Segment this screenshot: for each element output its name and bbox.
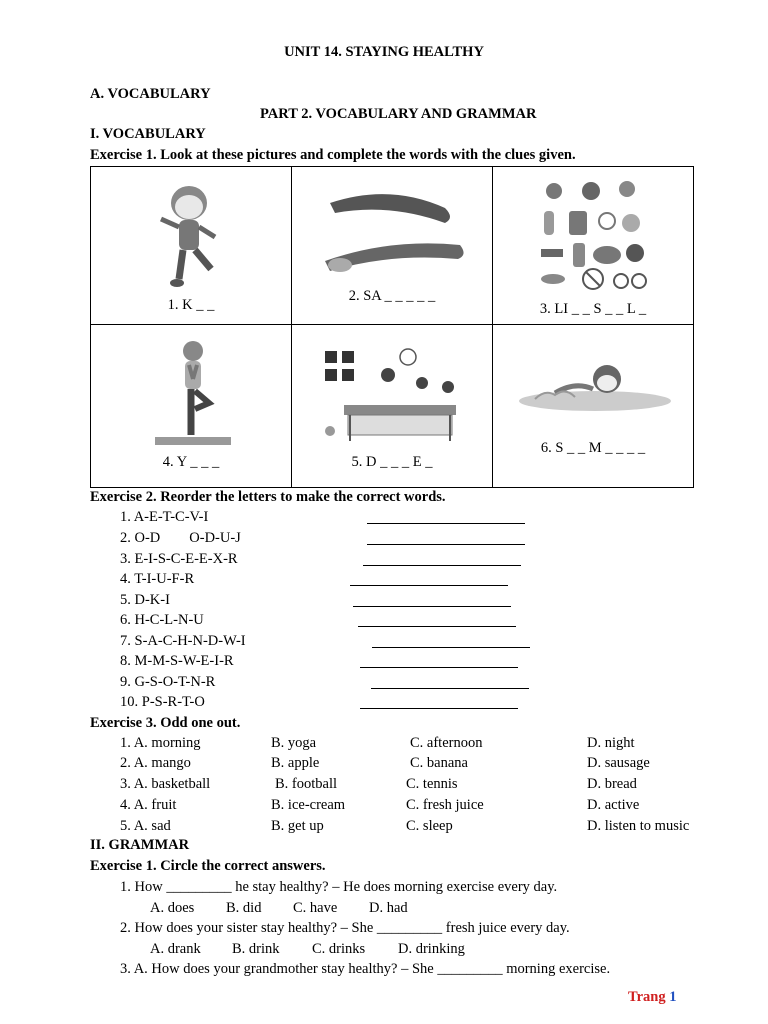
answer-line-6[interactable] [358,626,516,627]
q2-option-a[interactable]: A. drank [150,941,201,957]
answer-line-2[interactable] [367,544,525,545]
caption-3: 3. LI _ _ S _ _ L _ [539,301,647,317]
question-1: 1. How _________ he stay healthy? – He does morning exercise every day. [120,879,558,895]
reorder-item-6: 6. H-C-L-N-U [120,612,204,628]
odd-row-5-d[interactable]: D. listen to music [587,818,690,834]
q1-option-c[interactable]: C. have [293,900,338,916]
yoga-girl-illustration [153,339,233,449]
answer-line-4[interactable] [350,585,508,586]
footer-page-number: 1 [669,989,677,1005]
q1-option-d[interactable]: D. had [369,900,408,916]
odd-row-3-b[interactable]: B. football [275,776,338,792]
odd-row-4-b[interactable]: B. ice-cream [271,797,346,813]
exercise1-title: Exercise 1. Look at these pictures and complete the words with the clues given. [90,147,576,163]
q1-option-a[interactable]: A. does [150,900,195,916]
picture-cell-lifestyle [493,167,693,325]
odd-row-4-a[interactable]: 4. A. fruit [120,797,177,813]
odd-row-1-b[interactable]: B. yoga [271,735,317,751]
healthy-lifestyle-icons [539,179,649,294]
caption-4: 4. Y _ _ _ [162,454,220,470]
reorder-item-10: 10. P-S-R-T-O [120,694,205,710]
picture-cell-dinner [292,325,493,487]
reorder-item-3: 3. E-I-S-C-E-E-X-R [120,551,238,567]
caption-2: 2. SA _ _ _ _ _ [348,288,436,304]
page-title: UNIT 14. STAYING HEALTHY [284,44,484,60]
q2-option-d[interactable]: D. drinking [398,941,465,957]
reorder-item-2: 2. O-D O-D-U-J [120,530,241,546]
caption-6: 6. S _ _ M _ _ _ _ [540,440,646,456]
part-heading: PART 2. VOCABULARY AND GRAMMAR [260,106,537,122]
odd-row-5-c[interactable]: C. sleep [406,818,453,834]
answer-line-5[interactable] [353,606,511,607]
caption-5: 5. D _ _ _ E _ [351,454,433,470]
reorder-item-9: 9. G-S-O-T-N-R [120,674,216,690]
odd-row-2-b[interactable]: B. apple [271,755,320,771]
running-kid-illustration [149,175,229,295]
odd-row-1-a[interactable]: 1. A. morning [120,735,201,751]
section-ii-heading: II. GRAMMAR [90,837,190,853]
picture-cell-kid [91,167,292,325]
odd-row-3-d[interactable]: D. bread [587,776,637,792]
odd-row-1-d[interactable]: D. night [587,735,635,751]
odd-row-2-c[interactable]: C. banana [410,755,468,771]
page-footer [628,989,676,1006]
family-dinner-illustration [320,343,470,443]
answer-line-7[interactable] [372,647,530,648]
q2-option-b[interactable]: B. drink [232,941,280,957]
reorder-item-1: 1. A-E-T-C-V-I [120,509,209,525]
sausage-illustration [320,183,470,278]
answer-line-10[interactable] [360,708,518,709]
question-2: 2. How does your sister stay healthy? – She _________ fresh juice every day. [120,920,570,936]
answer-line-9[interactable] [371,688,529,689]
odd-row-4-d[interactable]: D. active [587,797,640,813]
q1-option-b[interactable]: B. did [226,900,262,916]
odd-row-2-a[interactable]: 2. A. mango [120,755,191,771]
grammar-exercise1-title: Exercise 1. Circle the correct answers. [90,858,326,874]
question-3: 3. A. How does your grandmother stay healthy? – She _________ morning exercise. [120,961,611,977]
answer-line-1[interactable] [367,523,525,524]
odd-row-3-a[interactable]: 3. A. basketball [120,776,211,792]
picture-cell-sausage [292,167,493,325]
picture-cell-swimming [493,325,693,487]
odd-row-1-c[interactable]: C. afternoon [410,735,483,751]
picture-grid [90,166,694,488]
odd-row-5-b[interactable]: B. get up [271,818,324,834]
section-i-heading: I. VOCABULARY [90,126,206,142]
reorder-item-5: 5. D-K-I [120,592,170,608]
exercise3-title: Exercise 3. Odd one out. [90,715,241,731]
picture-cell-yoga [91,325,292,487]
caption-1: 1. K _ _ [167,297,215,313]
answer-line-8[interactable] [360,667,518,668]
odd-row-4-c[interactable]: C. fresh juice [406,797,484,813]
odd-row-2-d[interactable]: D. sausage [587,755,650,771]
section-a-heading: A. VOCABULARY [90,86,211,102]
odd-row-3-c[interactable]: C. tennis [406,776,458,792]
answer-line-3[interactable] [363,565,521,566]
reorder-item-8: 8. M-M-S-W-E-I-R [120,653,234,669]
exercise2-title: Exercise 2. Reorder the letters to make the correct words. [90,489,446,505]
footer-label: Trang [628,989,666,1005]
reorder-item-4: 4. T-I-U-F-R [120,571,195,587]
reorder-item-7: 7. S-A-C-H-N-D-W-I [120,633,246,649]
odd-row-5-a[interactable]: 5. A. sad [120,818,171,834]
q2-option-c[interactable]: C. drinks [312,941,366,957]
swimming-boy-illustration [515,359,675,419]
